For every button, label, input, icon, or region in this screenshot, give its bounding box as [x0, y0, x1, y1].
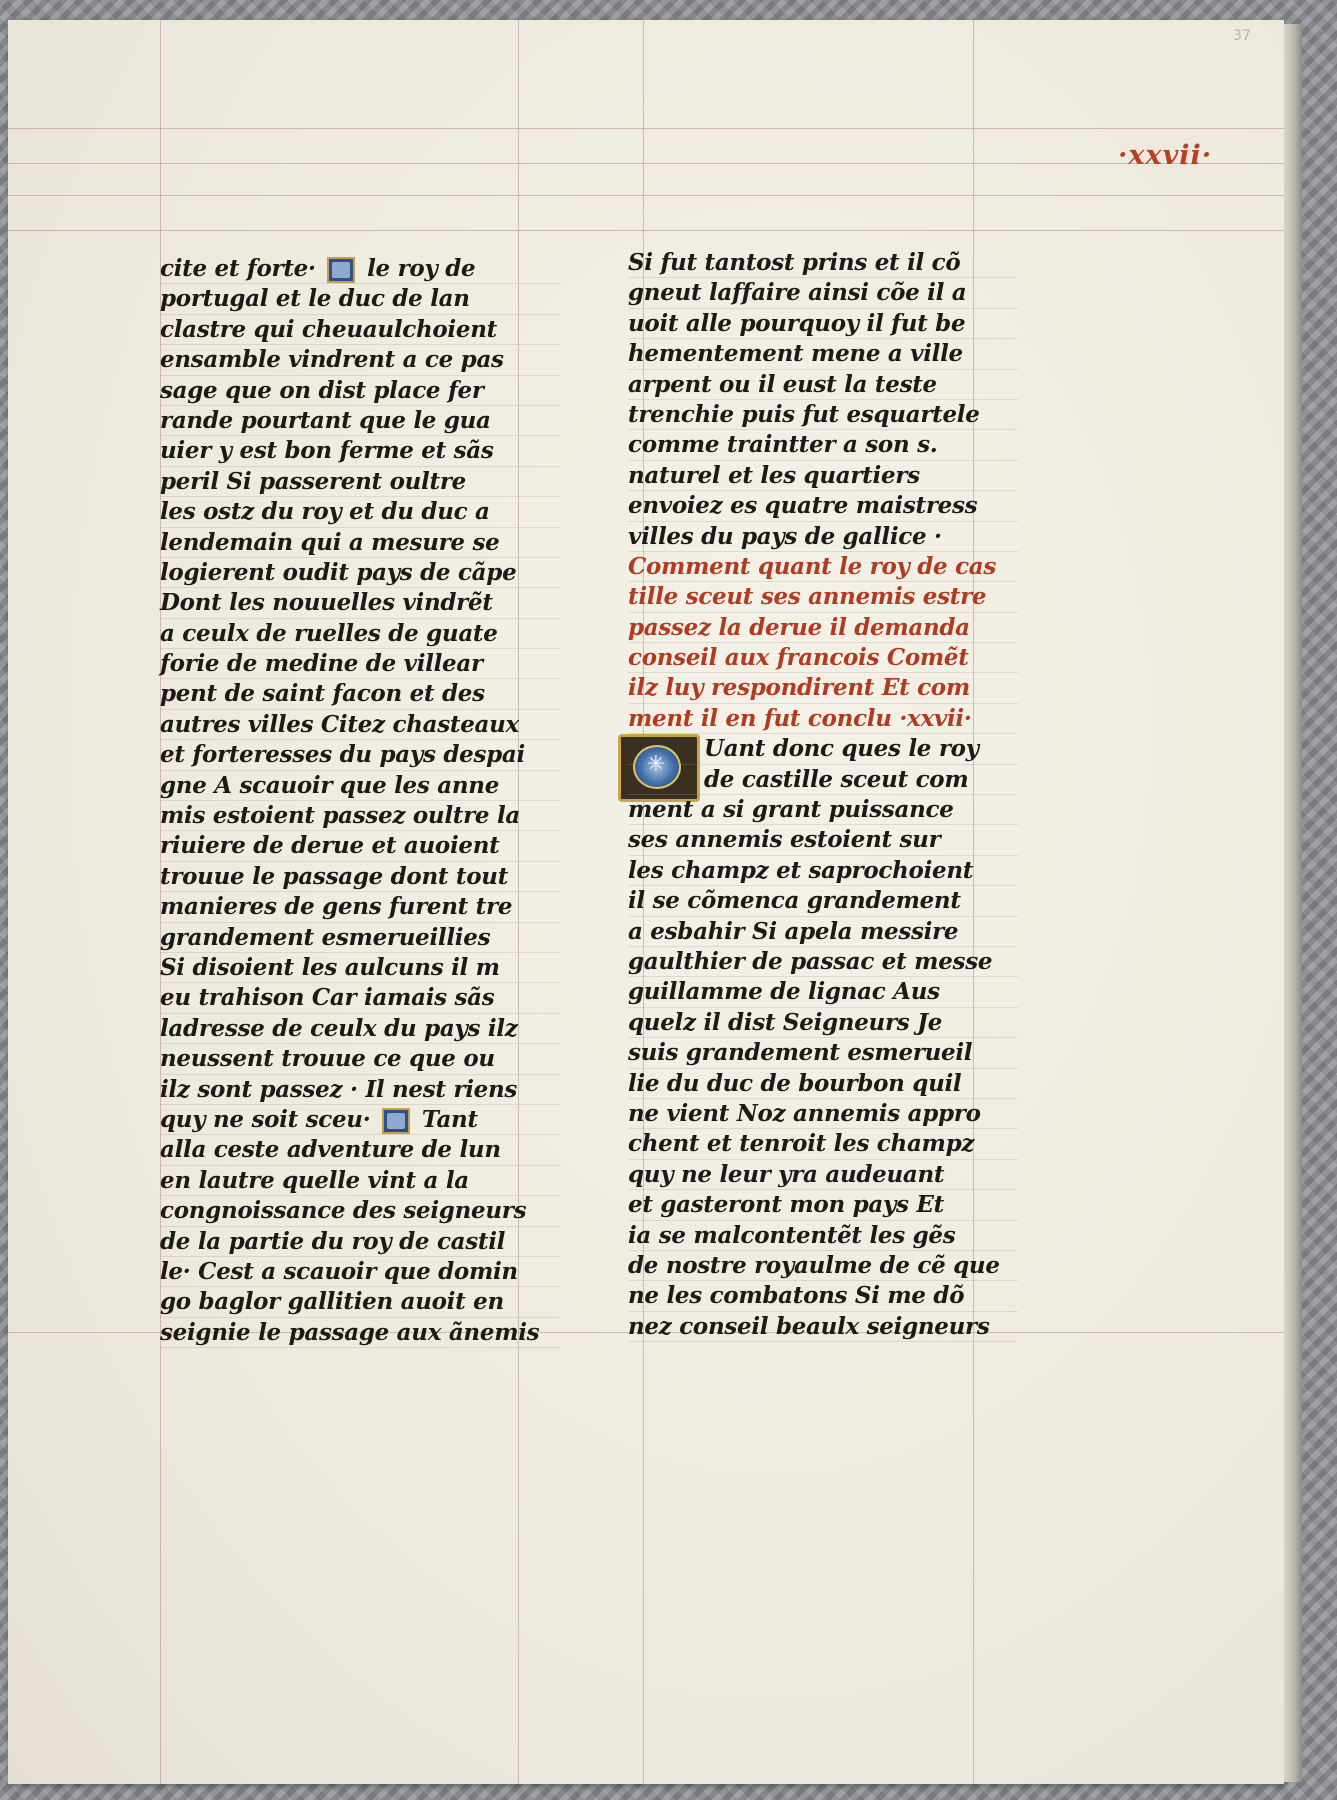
initial-paragraph	[628, 734, 1018, 795]
right-column-text-continued	[628, 795, 1018, 1342]
text-line: seignie le passage aux ãnemis	[160, 1318, 560, 1348]
text-line: Si disoient les aulcuns il m	[160, 953, 560, 983]
text-line: naturel et les quartiers	[628, 461, 1018, 491]
text-line: nez conseil beaulx seigneurs	[628, 1312, 1018, 1342]
text-line: gneut laffaire ainsi cõe il a	[628, 278, 1018, 308]
ruling-line	[8, 195, 1284, 196]
text-line: et forteresses du pays despai	[160, 740, 560, 770]
text-line: a esbahir Si apela messire	[628, 917, 1018, 947]
text-line: quelz il dist Seigneurs Je	[628, 1008, 1018, 1038]
text-line: gne A scauoir que les anne	[160, 771, 560, 801]
text-line: quy ne leur yra audeuant	[628, 1160, 1018, 1190]
text-line: ne vient Noz annemis appro	[628, 1099, 1018, 1129]
text-line: riuiere de derue et auoient	[160, 831, 560, 861]
ruling-line	[8, 230, 1284, 231]
text-line: ilz luy respondirent Et com	[628, 673, 1018, 703]
decorated-initial-icon	[327, 257, 355, 283]
text-line: et gasteront mon pays Et	[628, 1190, 1018, 1220]
text-line: forie de medine de villear	[160, 649, 560, 679]
text-line: en lautre quelle vint a la	[160, 1166, 560, 1196]
historiated-initial-icon: ✳	[618, 734, 700, 802]
text-line: guillamme de lignac Aus	[628, 977, 1018, 1007]
text-line: eu trahison Car iamais sãs	[160, 983, 560, 1013]
text-line: hementement mene a ville	[628, 339, 1018, 369]
text-line: manieres de gens furent tre	[160, 892, 560, 922]
text-line: de la partie du roy de castil	[160, 1227, 560, 1257]
text-line: tille sceut ses annemis estre	[628, 582, 1018, 612]
text-line: alla ceste adventure de lun	[160, 1135, 560, 1165]
text-line: a ceulx de ruelles de guate	[160, 619, 560, 649]
text-line: arpent ou il eust la teste	[628, 370, 1018, 400]
text-line: congnoissance des seigneurs	[160, 1196, 560, 1226]
text-line: Uant donc ques le roy	[628, 734, 1018, 764]
text-line: cite et forte· le roy de	[160, 254, 560, 284]
page-edge	[1284, 24, 1302, 1782]
text-line: uoit alle pourquoy il fut be	[628, 309, 1018, 339]
text-line: conseil aux francois Comẽt	[628, 643, 1018, 673]
text-line: chent et tenroit les champz	[628, 1129, 1018, 1159]
text-line: de nostre royaulme de cẽ que	[628, 1251, 1018, 1281]
text-line: mis estoient passez oultre la	[160, 801, 560, 831]
text-line: ment il en fut conclu ·xxvii·	[628, 704, 1018, 734]
text-line: lendemain qui a mesure se	[160, 528, 560, 558]
text-line: ensamble vindrent a ce pas	[160, 345, 560, 375]
ruling-line	[8, 128, 1284, 129]
text-line: logierent oudit pays de cãpe	[160, 558, 560, 588]
right-column-text	[628, 248, 1018, 552]
text-line: peril Si passerent oultre	[160, 467, 560, 497]
text-line: les ostz du roy et du duc a	[160, 497, 560, 527]
ruling-line	[8, 163, 1284, 164]
initial-lines	[628, 734, 1018, 795]
text-line: ia se malcontentẽt les gẽs	[628, 1221, 1018, 1251]
text-line: neussent trouue ce que ou	[160, 1044, 560, 1074]
decorated-initial-icon	[382, 1108, 410, 1134]
text-line: pent de saint facon et des	[160, 679, 560, 709]
text-line: de castille sceut com	[628, 765, 1018, 795]
folio-number: 37	[1233, 28, 1251, 44]
left-column	[160, 254, 560, 1348]
text-line: rande pourtant que le gua	[160, 406, 560, 436]
text-line: go baglor gallitien auoit en	[160, 1287, 560, 1317]
text-line: trenchie puis fut esquartele	[628, 400, 1018, 430]
right-column	[628, 248, 1018, 1342]
text-line: lie du duc de bourbon quil	[628, 1069, 1018, 1099]
text-line: quy ne soit sceu· Tant	[160, 1105, 560, 1135]
text-line: Dont les nouuelles vindrẽt	[160, 588, 560, 618]
text-line: Si fut tantost prins et il cõ	[628, 248, 1018, 278]
text-line: les champz et saprochoient	[628, 856, 1018, 886]
text-line: sage que on dist place fer	[160, 376, 560, 406]
text-line: envoiez es quatre maistress	[628, 491, 1018, 521]
text-line: clastre qui cheuaulchoient	[160, 315, 560, 345]
text-line: ladresse de ceulx du pays ilz	[160, 1014, 560, 1044]
text-line: ses annemis estoient sur	[628, 825, 1018, 855]
text-line: ne les combatons Si me dõ	[628, 1281, 1018, 1311]
text-line: passez la derue il demanda	[628, 613, 1018, 643]
chapter-rubric	[628, 552, 1018, 734]
text-line: villes du pays de gallice ·	[628, 522, 1018, 552]
text-line: gaulthier de passac et messe	[628, 947, 1018, 977]
text-line: Comment quant le roy de cas	[628, 552, 1018, 582]
text-line: portugal et le duc de lan	[160, 284, 560, 314]
text-line: uier y est bon ferme et sãs	[160, 436, 560, 466]
text-line: trouue le passage dont tout	[160, 862, 560, 892]
text-line: comme traintter a son s.	[628, 430, 1018, 460]
text-line: le· Cest a scauoir que domin	[160, 1257, 560, 1287]
text-line: grandement esmerueillies	[160, 923, 560, 953]
text-line: ment a si grant puissance	[628, 795, 1018, 825]
text-line: autres villes Citez chasteaux	[160, 710, 560, 740]
text-line: ilz sont passez · Il nest riens	[160, 1075, 560, 1105]
text-line: suis grandement esmerueil	[628, 1038, 1018, 1068]
chapter-number: ·xxvii·	[1118, 140, 1213, 171]
text-line: il se cõmenca grandement	[628, 886, 1018, 916]
